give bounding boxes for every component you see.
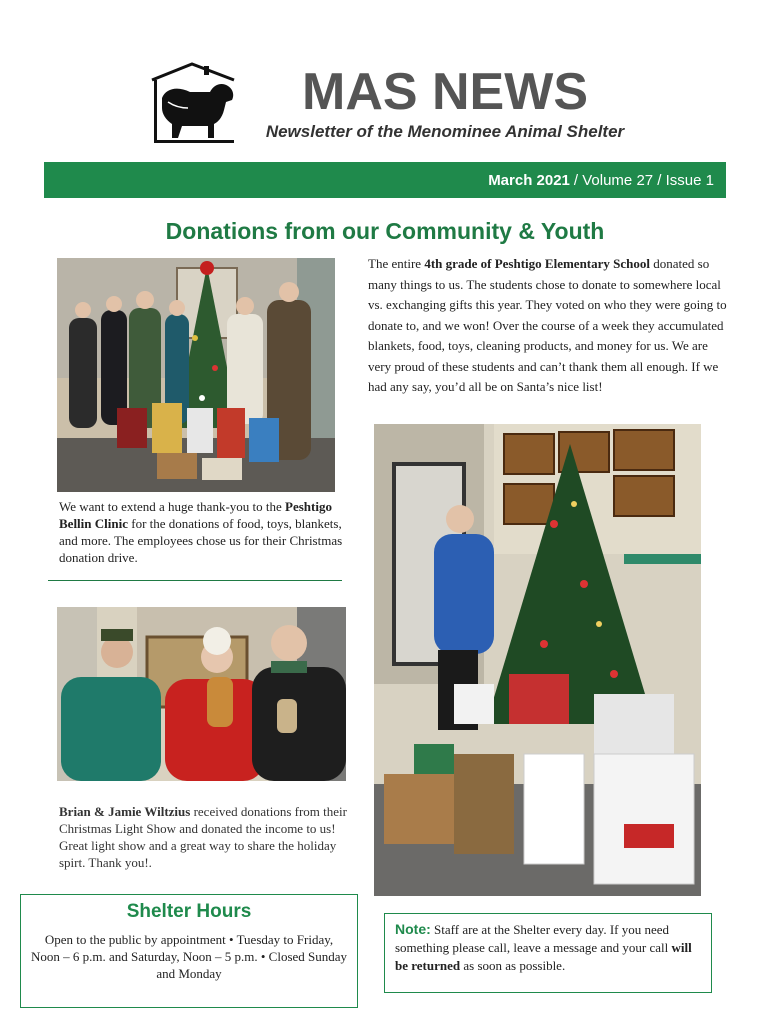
masthead	[240, 62, 650, 142]
newsletter-title: MAS NEWS	[302, 63, 588, 121]
clinic-caption-body: for the donations of food, toys, blankets, and more. The employees chose us for their Christmas donation drive.	[59, 516, 343, 565]
issue-banner	[44, 162, 726, 198]
shelter-hours-title: Shelter Hours	[126, 901, 252, 922]
newsletter-subtitle: Newsletter of the Menominee Animal Shelter	[265, 122, 625, 141]
note-text-bold: will be returned	[395, 940, 692, 973]
note-text-before: Staff are at the Shelter every day. If you need something please call, leave a message and your call	[395, 922, 672, 955]
intro-paragraph	[368, 254, 728, 398]
note-label: Note:	[395, 921, 431, 937]
intro-prefix: The entire	[368, 256, 425, 271]
dog-house-icon	[148, 62, 238, 144]
wiltzius-caption-body: received donations from their Christmas Light Show and donated the income to us! Great light show and a great way to share the holiday spirt. Thank you!.	[59, 804, 347, 870]
article-headline: Donations from our Community & Youth	[165, 218, 605, 244]
school-donations-photo	[374, 424, 701, 896]
clinic-caption-prefix: We want to extend a huge thank-you to the	[59, 499, 286, 514]
issue-date: March 2021	[488, 171, 570, 189]
clinic-name: Peshtigo Bellin Clinic	[59, 499, 332, 531]
clinic-staff-photo	[57, 258, 335, 492]
issue-volume: / Volume 27 / Issue 1	[573, 171, 714, 189]
intro-school-name: 4th grade of Peshtigo Elementary School	[424, 256, 650, 271]
clinic-caption	[59, 498, 345, 566]
wiltzius-photo	[57, 607, 346, 781]
shelter-logo	[148, 62, 238, 144]
shelter-hours-text: Open to the public by appointment • Tuesday to Friday, Noon – 6 p.m. and Saturday, Noon – 5 p.m. • Closed Sunday and Monday	[30, 932, 348, 981]
wiltzius-names: Brian & Jamie Wiltzius	[59, 804, 191, 819]
note-box	[384, 913, 712, 993]
section-divider	[48, 580, 342, 581]
intro-body: donated so many things to us. The students chose to donate to somewhere local vs. exchanging gifts this year. They voted on who they were going to donate to, and we won! Over the course of a week they accumulated blankets, food, toys, cleaning products, and money for us. We are very proud of these students and can’t thank them all enough. If we had any say, you’d all be on Santa’s nice list!	[368, 256, 727, 394]
shelter-hours-box	[20, 894, 358, 1008]
wiltzius-caption	[59, 803, 351, 871]
note-text-after: as soon as possible.	[460, 958, 566, 973]
